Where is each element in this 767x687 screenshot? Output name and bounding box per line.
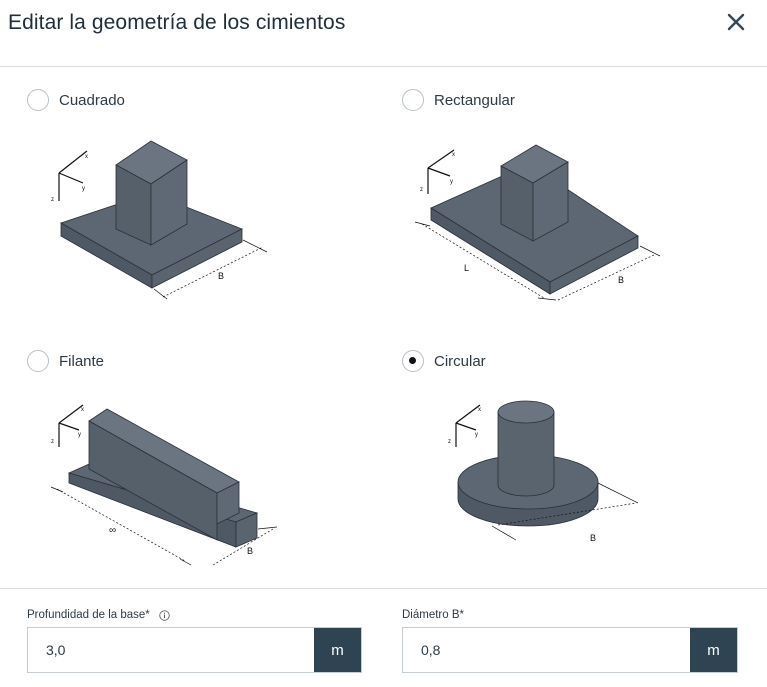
option-circular[interactable] [402,348,486,374]
diameter-field [402,627,738,673]
option-rectangular[interactable] [402,87,515,113]
axis-z-label: z [51,197,54,203]
square-footing-diagram [45,135,285,305]
strip-footing-diagram [45,395,285,570]
option-strip[interactable] [27,348,104,374]
radio-square[interactable] [27,89,49,111]
axis-z-label: z [420,187,423,193]
diameter-label-text: Diámetro B* [402,609,464,621]
depth-field-label [27,609,170,621]
close-button[interactable] [722,8,750,36]
dimension-b-label: B [218,271,225,281]
dialog-title: Editar la geometría de los cimientos [8,11,346,34]
axis-x-label: x [85,154,88,160]
axis-y-label: y [82,186,85,192]
option-strip-label: Filante [59,352,105,370]
option-square-label: Cuadrado [59,91,125,109]
close-icon [722,8,750,36]
diameter-unit: m [690,628,737,672]
dimension-infinity-label: ∞ [109,525,117,536]
radio-rectangular[interactable] [402,89,424,111]
dimension-b-label: B [247,546,254,556]
depth-input[interactable] [28,628,314,672]
dialog-header [0,0,767,67]
axis-x-label: x [81,407,84,413]
depth-label-text: Profundidad de la base* [27,609,150,621]
axis-y-label: y [78,432,81,438]
option-rectangular-label: Rectangular [434,91,515,109]
depth-unit: m [314,628,361,672]
axis-z-label: z [51,439,54,445]
axis-x-label: x [478,407,481,413]
diameter-field-label [402,609,464,621]
info-icon[interactable] [159,610,170,621]
option-circular-label: Circular [434,352,486,370]
radio-circular[interactable] [402,350,424,372]
option-square[interactable] [27,87,125,113]
axis-x-label: x [452,152,455,158]
axis-y-label: y [450,179,453,185]
dimension-b-label: B [618,275,625,285]
axis-y-label: y [475,432,478,438]
circular-footing-diagram [440,395,660,570]
rectangular-footing-diagram [410,140,670,310]
diameter-input[interactable] [403,628,690,672]
depth-field [27,627,362,673]
dimension-b-label: B [590,533,597,543]
dimension-l-label: L [464,263,470,273]
axis-z-label: z [448,439,451,445]
radio-strip[interactable] [27,350,49,372]
